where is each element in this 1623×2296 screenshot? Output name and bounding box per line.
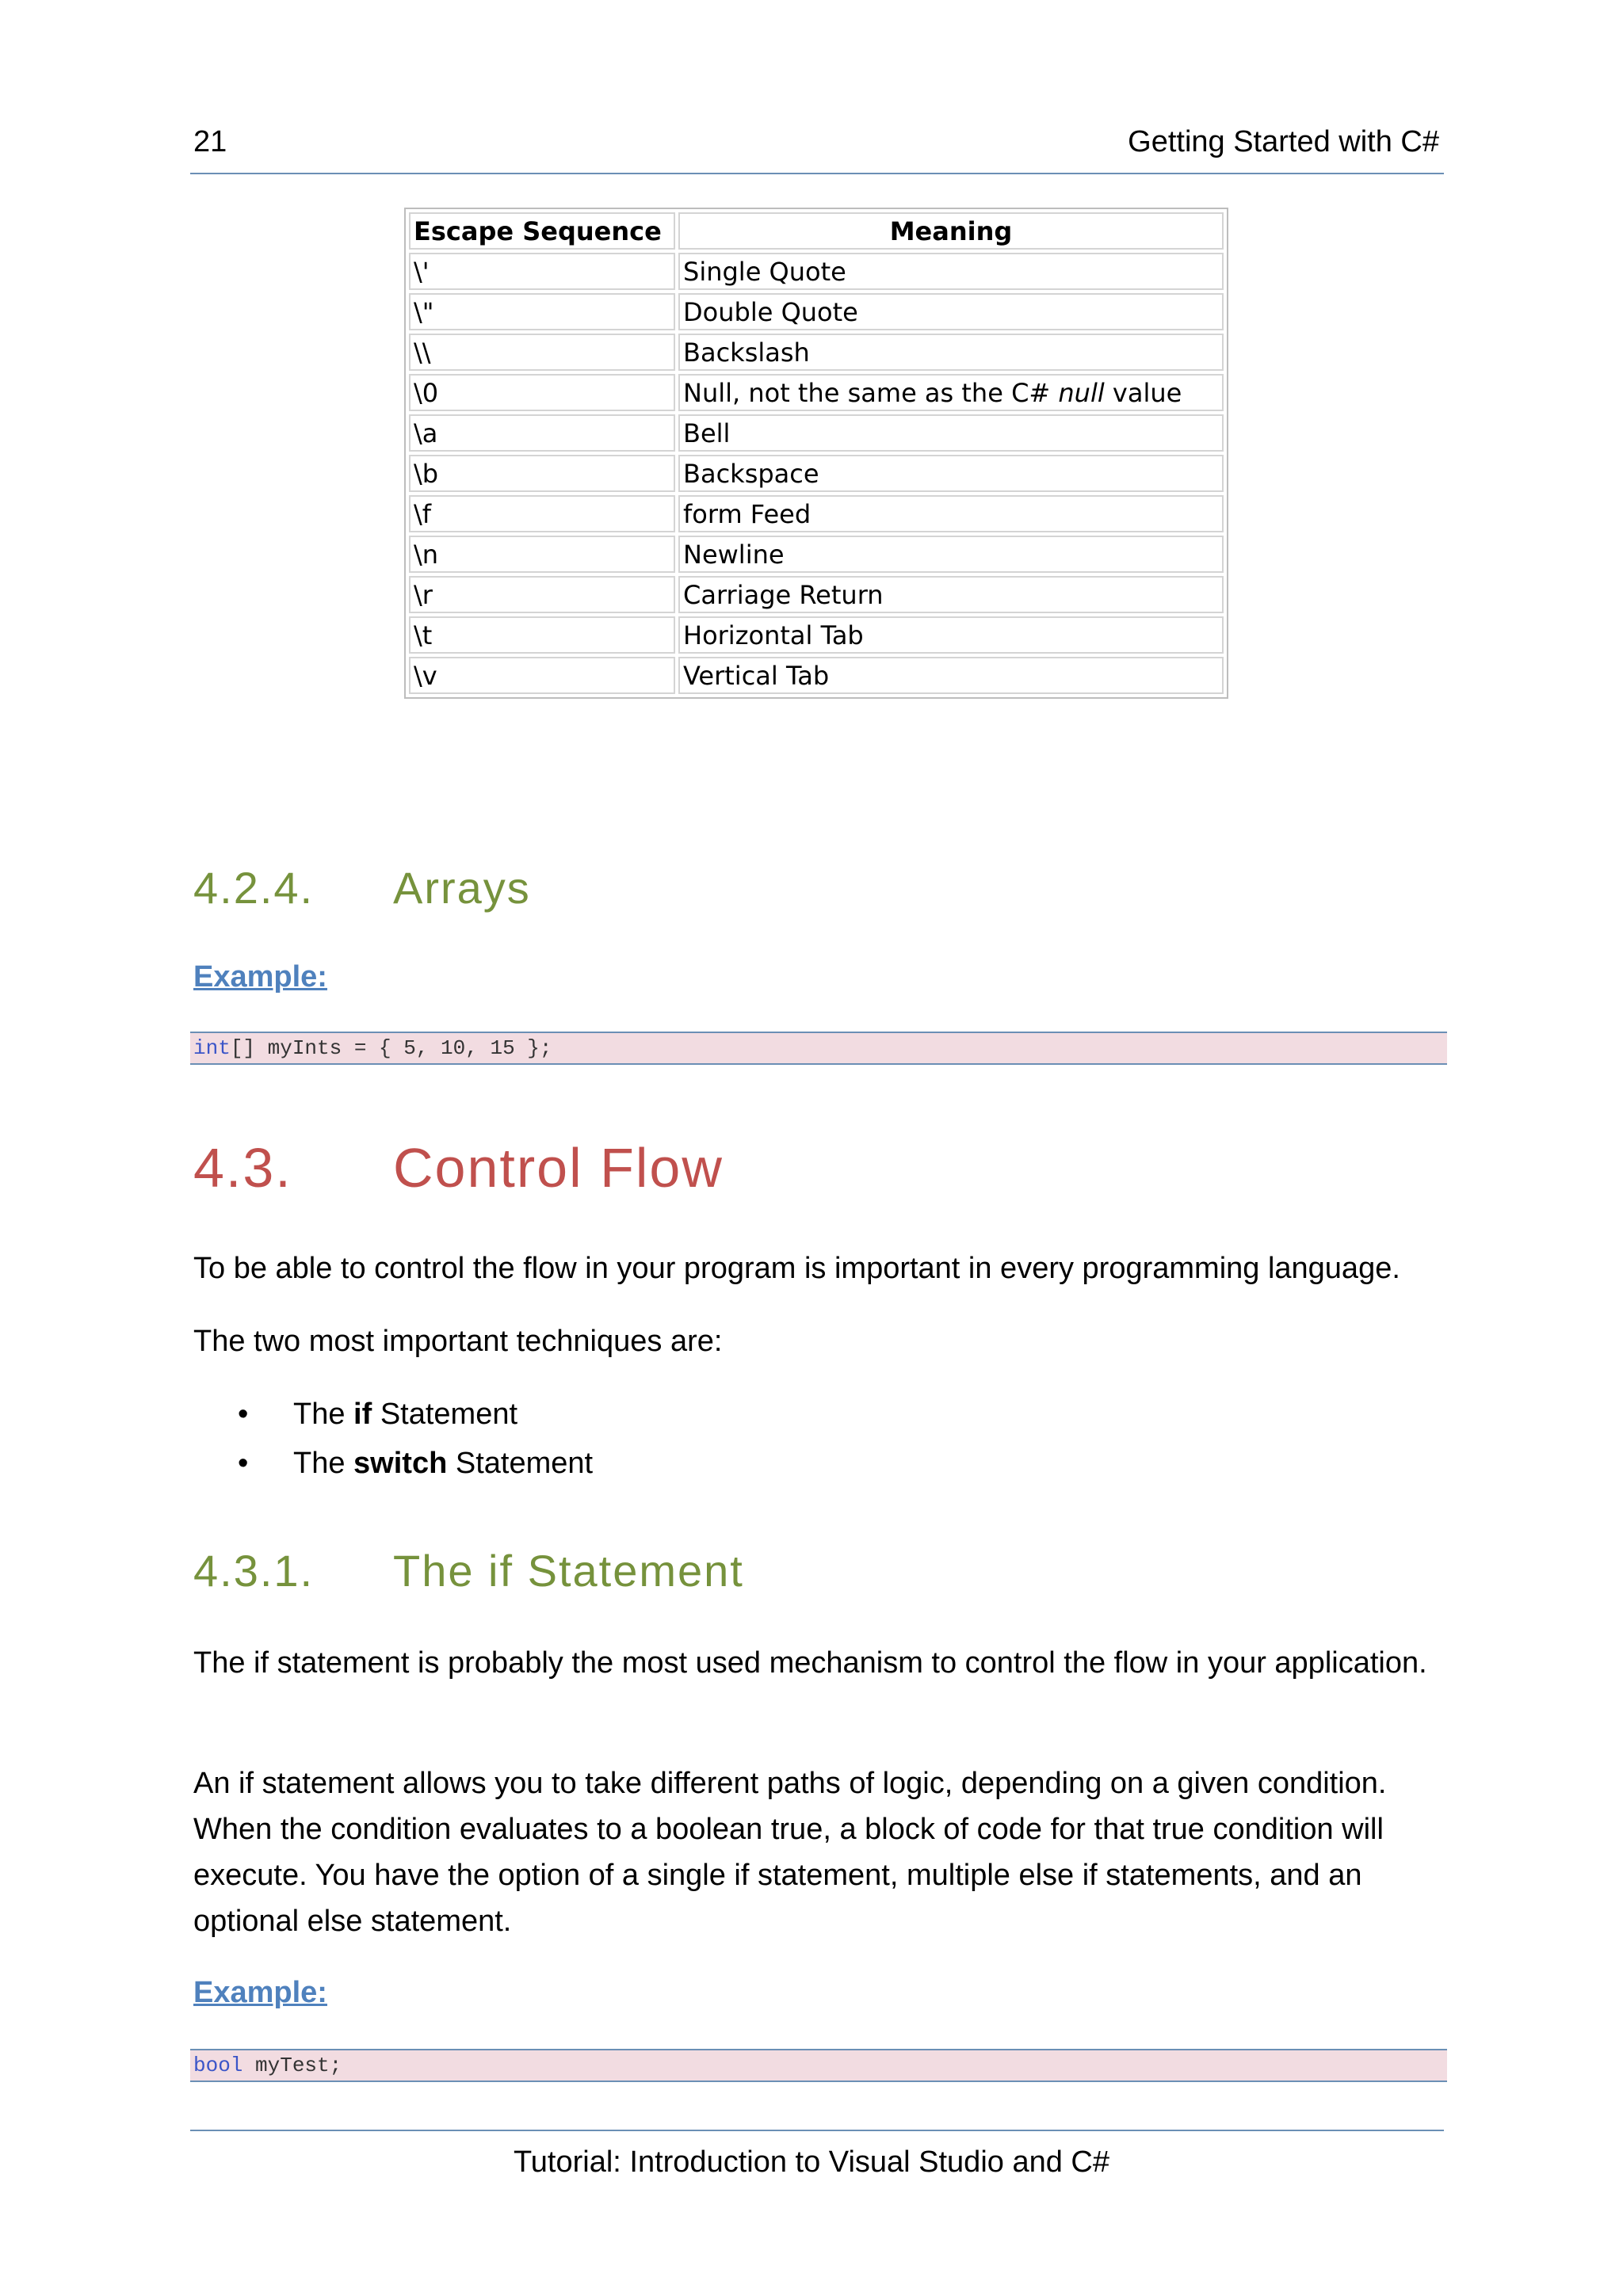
section-title: Arrays <box>393 863 531 913</box>
column-header-escape-sequence: Escape Sequence <box>409 212 675 250</box>
escape-cell: \v <box>409 657 675 694</box>
footer-text: Tutorial: Introduction to Visual Studio and C# <box>513 2145 1109 2179</box>
bullet-icon: • <box>238 1398 249 1431</box>
meaning-cell: Vertical Tab <box>678 657 1224 694</box>
escape-cell: \r <box>409 576 675 613</box>
section-number: 4.2.4. <box>193 863 315 913</box>
meaning-cell: Single Quote <box>678 253 1224 290</box>
table-row <box>409 334 1224 371</box>
code-block-arrays <box>190 1032 1447 1065</box>
escape-cell: \a <box>409 414 675 452</box>
footer-rule <box>190 2130 1444 2131</box>
table-header-row <box>409 212 1224 250</box>
section-heading-if-statement <box>193 1545 744 1596</box>
code-text: [] myInts = { 5, 10, 15 }; <box>230 1036 552 1060</box>
meaning-cell: form Feed <box>678 495 1224 532</box>
section-number: 4.3. <box>193 1137 292 1199</box>
list-text: The <box>293 1447 354 1480</box>
header-rule <box>190 173 1444 174</box>
table-row <box>409 576 1224 613</box>
meaning-cell: Bell <box>678 414 1224 452</box>
list-text: Statement <box>372 1398 518 1431</box>
table-row <box>409 657 1224 694</box>
column-header-meaning: Meaning <box>678 212 1224 250</box>
meaning-cell: Backspace <box>678 455 1224 492</box>
escape-cell: \n <box>409 536 675 573</box>
meaning-cell: Horizontal Tab <box>678 616 1224 654</box>
list-item <box>238 1398 517 1432</box>
meaning-text: value <box>1104 377 1182 408</box>
list-keyword: if <box>353 1398 372 1431</box>
paragraph: The if statement is probably the most used mechanism to control the flow in your application. <box>193 1646 1427 1680</box>
table-row <box>409 253 1224 290</box>
example-label: Example: <box>193 1976 327 2009</box>
escape-cell: \\ <box>409 334 675 371</box>
escape-cell: \0 <box>409 374 675 411</box>
code-keyword: int <box>193 1036 231 1060</box>
paragraph: The two most important techniques are: <box>193 1325 723 1358</box>
table-row <box>409 293 1224 330</box>
code-keyword: bool <box>193 2054 243 2077</box>
section-heading-control-flow <box>193 1136 724 1199</box>
escape-cell: \" <box>409 293 675 330</box>
table-row <box>409 374 1224 411</box>
running-title: Getting Started with C# <box>1128 125 1439 158</box>
escape-cell: \f <box>409 495 675 532</box>
section-number: 4.3.1. <box>193 1546 315 1596</box>
meaning-italic-null: null <box>1058 377 1105 408</box>
table-row <box>409 616 1224 654</box>
bullet-icon: • <box>238 1447 249 1480</box>
meaning-cell: Double Quote <box>678 293 1224 330</box>
table-row <box>409 414 1224 452</box>
table-row <box>409 536 1224 573</box>
list-text: The <box>293 1398 354 1431</box>
paragraph: An if statement allows you to take different paths of logic, depending on a given condition. When the condition evaluates to a boolean true, a block of code for that true condition will execute. You have the option of a single if statement, multiple else if statements, and an optional else statement. <box>193 1767 1387 1938</box>
meaning-cell: Backslash <box>678 334 1224 371</box>
meaning-text: Null, not the same as the C# <box>683 377 1059 408</box>
escape-cell: \' <box>409 253 675 290</box>
code-text: myTest; <box>242 2054 342 2077</box>
page-number: 21 <box>193 125 227 158</box>
list-text: Statement <box>447 1447 594 1480</box>
meaning-cell <box>678 374 1224 411</box>
list-keyword: switch <box>353 1447 448 1480</box>
escape-sequence-table <box>404 208 1228 699</box>
paragraph: To be able to control the flow in your program is important in every programming language. <box>193 1252 1400 1285</box>
meaning-cell: Newline <box>678 536 1224 573</box>
section-title: Control Flow <box>393 1137 724 1199</box>
section-title: The if Statement <box>393 1546 744 1596</box>
example-label: Example: <box>193 960 327 994</box>
section-heading-arrays <box>193 862 531 913</box>
escape-cell: \t <box>409 616 675 654</box>
code-block-bool <box>190 2049 1447 2082</box>
meaning-cell: Carriage Return <box>678 576 1224 613</box>
escape-cell: \b <box>409 455 675 492</box>
table-row <box>409 495 1224 532</box>
list-item <box>238 1447 593 1481</box>
table-row <box>409 455 1224 492</box>
